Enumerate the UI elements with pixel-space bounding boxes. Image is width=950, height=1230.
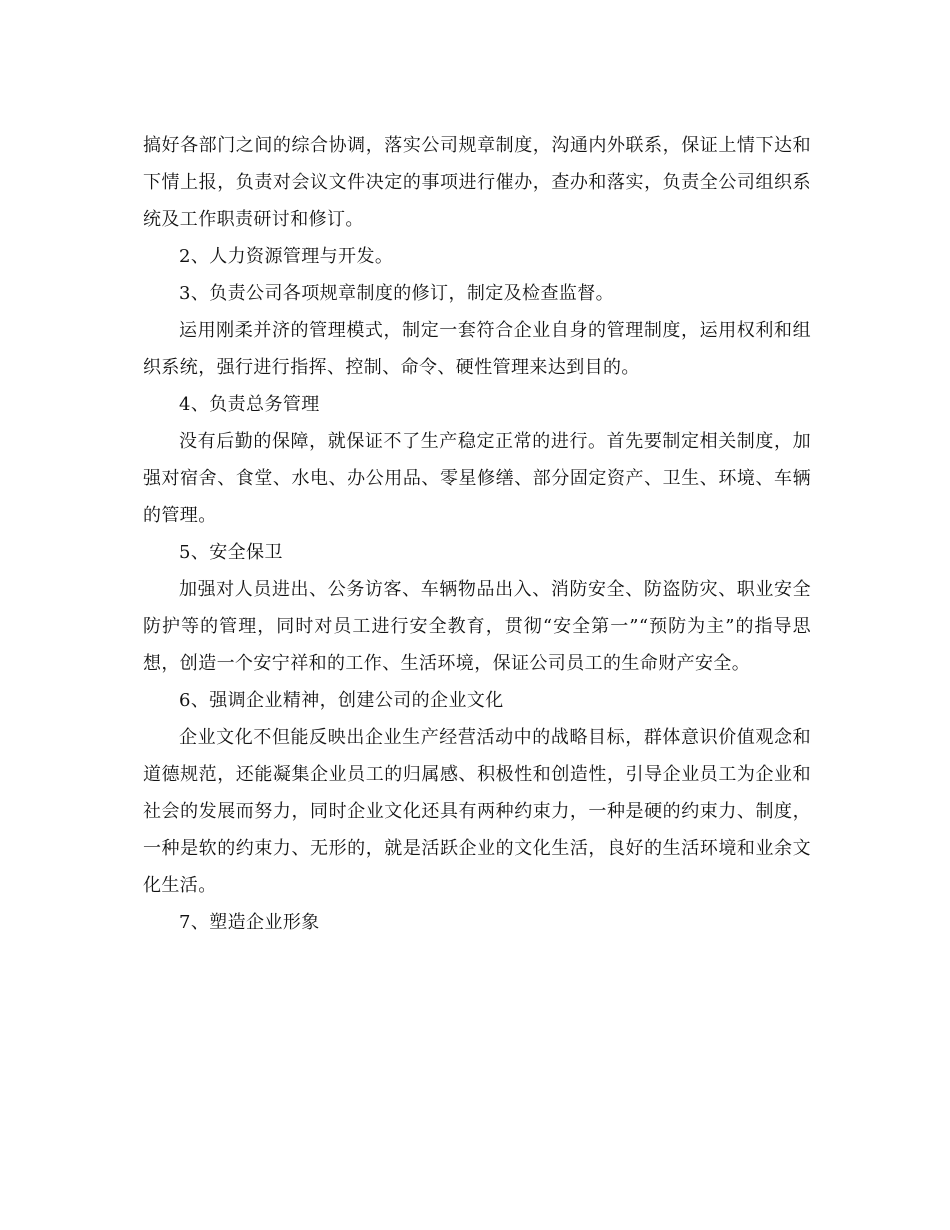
paragraph-item-7: 7、塑造企业形象: [179, 912, 320, 933]
paragraph-item-5: 5、安全保卫: [179, 542, 283, 563]
paragraph-item-2: 2、人力资源管理与开发。: [179, 246, 394, 267]
paragraph-item-4: 4、负责总务管理: [179, 394, 320, 415]
paragraph-logistics: 没有后勤的保障，就保证不了生产稳定正常的进行。首先要制定相关制度，加强对宿舍、食堂、水电、办公用品、零星修缮、部分固定资产、卫生、环境、车辆的管理。: [143, 431, 811, 526]
paragraph-item-6: 6、强调企业精神，创建公司的企业文化: [179, 690, 504, 711]
paragraph-coordination-duties: 搞好各部门之间的综合协调，落实公司规章制度，沟通内外联系，保证上情下达和下情上报，负责对会议文件决定的事项进行催办，查办和落实，负责全公司组织系统及工作职责研讨和修订。: [143, 135, 811, 230]
paragraph-management-mode: 运用刚柔并济的管理模式，制定一套符合企业自身的管理制度，运用权利和组织系统，强行进行指挥、控制、命令、硬性管理来达到目的。: [143, 320, 811, 378]
paragraph-security: 加强对人员进出、公务访客、车辆物品出入、消防安全、防盗防灾、职业安全防护等的管理，同时对员工进行安全教育，贯彻“安全第一”“预防为主”的指导思想，创造一个安宁祥和的工作、生活环境，保证公司员工的生命财产安全。: [143, 579, 811, 674]
paragraph-corporate-culture: 企业文化不但能反映出企业生产经营活动中的战略目标，群体意识价值观念和道德规范，还能凝集企业员工的归属感、积极性和创造性，引导企业员工为企业和社会的发展而努力，同时企业文化还具有两种约束力，一种是硬的约束力、制度，一种是软的约束力、无形的，就是活跃企业的文化生活，良好的生活环境和业余文化生活。: [143, 727, 811, 896]
paragraph-item-3: 3、负责公司各项规章制度的修订，制定及检查监督。: [179, 283, 615, 304]
document-body: [143, 127, 811, 941]
